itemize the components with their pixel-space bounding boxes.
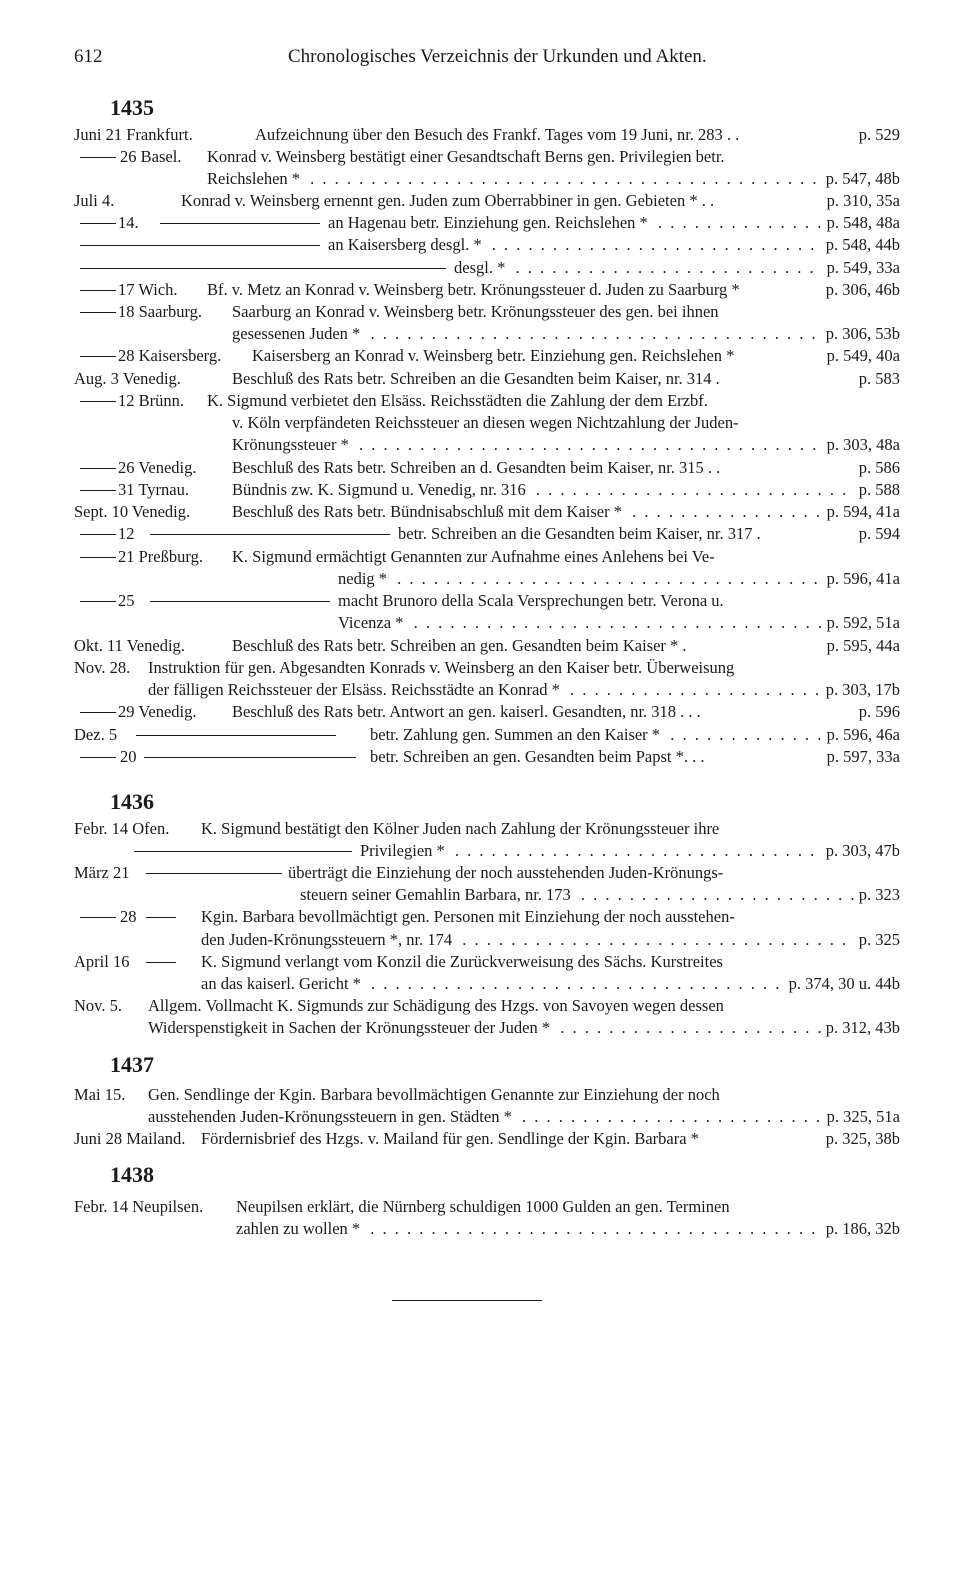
- entry-text: den Juden-Krönungssteuern *, nr. 174: [201, 930, 456, 949]
- entry-text: Vicenza *: [338, 613, 407, 632]
- entry-date: Febr. 14 Neupilsen.: [74, 1197, 204, 1216]
- entry-line: [74, 1017, 900, 1039]
- entry-line: [74, 345, 900, 367]
- entry-text: Bf. v. Metz an Konrad v. Weinsberg betr. Krönungssteuer d. Juden zu Saarburg *: [207, 280, 740, 299]
- entry-page-ref: p. 325, 38b: [822, 1128, 900, 1150]
- entry-page-ref: p. 597, 33a: [823, 746, 900, 768]
- entry-line: [74, 701, 900, 723]
- entry-date: 21 Preßburg.: [118, 547, 203, 566]
- entry-page-ref: p. 548, 44b: [822, 234, 900, 256]
- entry-date: 12: [118, 524, 135, 543]
- entry-text: betr. Schreiben an gen. Gesandten beim Papst *. . .: [370, 747, 705, 766]
- entry-page-ref: p. 592, 51a: [823, 612, 900, 634]
- entry-text: Kaisersberg an Konrad v. Weinsberg betr. Einziehung gen. Reichslehen *: [252, 346, 735, 365]
- entry-date: Nov. 5.: [74, 996, 122, 1015]
- entry-text: an das kaiserl. Gericht *: [201, 974, 365, 993]
- entry-line: [74, 546, 900, 568]
- entry-text: Allgem. Vollmacht K. Sigmunds zur Schädigung des Hzgs. von Savoyen wegen dessen: [148, 996, 724, 1015]
- entry-line: [74, 190, 900, 212]
- entry-date: Aug. 3 Venedig.: [74, 369, 181, 388]
- entry-page-ref: p. 549, 33a: [823, 257, 900, 279]
- entry-page-ref: p. 548, 48a: [823, 212, 900, 234]
- entry-page-ref: p. 583: [855, 368, 900, 390]
- entry-text: desgl. *: [454, 258, 509, 277]
- ditto-dash: [80, 290, 116, 291]
- ditto-dash: [80, 268, 446, 269]
- entry-date: Juni 21 Frankfurt.: [74, 125, 193, 144]
- entry-line: [74, 1218, 900, 1240]
- entry-line: [74, 323, 900, 345]
- entry-text: Saarburg an Konrad v. Weinsberg betr. Krönungssteuer des gen. bei ihnen: [232, 302, 719, 321]
- ditto-dash: [160, 223, 320, 224]
- entry-page-ref: p. 303, 48a: [823, 434, 900, 456]
- entry-text: Fördernisbrief des Hzgs. v. Mailand für gen. Sendlinge der Kgin. Barbara *: [201, 1129, 699, 1148]
- entry-text: Konrad v. Weinsberg ernennt gen. Juden zum Oberrabbiner in gen. Gebieten * . .: [181, 191, 715, 210]
- entry-date: Nov. 28.: [74, 658, 131, 677]
- entry-line: [74, 657, 900, 679]
- ditto-dash: [80, 356, 116, 357]
- ditto-dash: [146, 962, 176, 963]
- entry-text: Kgin. Barbara bevollmächtigt gen. Personen mit Einziehung der noch ausstehen-: [201, 907, 735, 926]
- ditto-dash: [80, 245, 320, 246]
- entry-text: an Hagenau betr. Einziehung gen. Reichslehen *: [328, 213, 652, 232]
- year-heading-1438: 1438: [110, 1162, 154, 1187]
- entry-line: [74, 612, 900, 634]
- ditto-dash: [150, 534, 390, 535]
- entry-text: Widerspenstigkeit in Sachen der Krönungssteuer der Juden *: [148, 1018, 554, 1037]
- entry-text: Aufzeichnung über den Besuch des Frankf. Tages vom 19 Juni, nr. 283 . .: [255, 125, 740, 144]
- entry-page-ref: p. 374, 30 u. 44b: [785, 973, 900, 995]
- entry-date: 12 Brünn.: [118, 391, 184, 410]
- entry-text: zahlen zu wollen *: [236, 1219, 364, 1238]
- entry-line: [74, 1106, 900, 1128]
- entry-text: Beschluß des Rats betr. Schreiben an d. Gesandten beim Kaiser, nr. 315 . .: [232, 458, 721, 477]
- entry-text: ausstehenden Juden-Krönungssteuern in gen. Städten *: [148, 1107, 516, 1126]
- entry-date: März 21: [74, 863, 130, 882]
- entry-line: [74, 590, 900, 612]
- entry-line: [74, 679, 900, 701]
- entry-page-ref: p. 303, 47b: [822, 840, 900, 862]
- entry-page-ref: p. 586: [855, 457, 900, 479]
- ditto-dash: [80, 712, 116, 713]
- entry-text: Beschluß des Rats betr. Bündnisabschluß mit dem Kaiser *: [232, 502, 626, 521]
- ditto-dash: [80, 490, 116, 491]
- entry-page-ref: p. 306, 46b: [822, 279, 900, 301]
- entry-text: macht Brunoro della Scala Versprechungen betr. Verona u.: [338, 591, 724, 610]
- entry-date: 28: [120, 907, 137, 926]
- entry-page-ref: p. 529: [855, 124, 900, 146]
- entry-line: [74, 257, 900, 279]
- entry-line: [74, 523, 900, 545]
- entry-page-ref: p. 596: [855, 701, 900, 723]
- entry-line: [74, 234, 900, 256]
- entry-date: 20: [120, 747, 137, 766]
- entry-line: [74, 434, 900, 456]
- entry-line: [74, 1084, 900, 1106]
- entry-line: [74, 457, 900, 479]
- entry-text: v. Köln verpfändeten Reichssteuer an diesen wegen Nichtzahlung der Juden-: [232, 413, 739, 432]
- entry-text: überträgt die Einziehung der noch ausstehenden Juden-Krönungs-: [288, 863, 724, 882]
- entry-line: [74, 1128, 900, 1150]
- entry-date: 31 Tyrnau.: [118, 480, 189, 499]
- entry-date: 28 Kaisersberg.: [118, 346, 222, 365]
- entry-date: 14.: [118, 213, 139, 232]
- entry-page-ref: p. 547, 48b: [822, 168, 900, 190]
- entry-line: [74, 212, 900, 234]
- entry-line: [74, 884, 900, 906]
- entry-line: [74, 368, 900, 390]
- ditto-dash: [144, 757, 356, 758]
- entry-text: Beschluß des Rats betr. Schreiben an gen. Gesandten beim Kaiser * .: [232, 636, 687, 655]
- entry-line: [74, 951, 900, 973]
- entry-line: [74, 862, 900, 884]
- year-heading-1437: 1437: [110, 1052, 154, 1077]
- page-number: 612: [74, 46, 103, 67]
- entry-line: [74, 818, 900, 840]
- entry-line: [74, 412, 900, 434]
- ditto-dash: [80, 312, 116, 313]
- entry-text: betr. Schreiben an die Gesandten beim Kaiser, nr. 317 .: [398, 524, 761, 543]
- entry-text: gesessenen Juden *: [232, 324, 364, 343]
- entry-text: Krönungssteuer *: [232, 435, 353, 454]
- entry-date: 29 Venedig.: [118, 702, 197, 721]
- entry-line: [74, 168, 900, 190]
- entry-date: Juli 4.: [74, 191, 115, 210]
- entry-line: [74, 746, 900, 768]
- closing-rule: [392, 1300, 542, 1301]
- entry-line: [74, 501, 900, 523]
- ditto-dash: [80, 917, 116, 918]
- entry-page-ref: p. 549, 40a: [823, 345, 900, 367]
- entry-text: Neupilsen erklärt, die Nürnberg schuldigen 1000 Gulden an gen. Terminen: [236, 1197, 730, 1216]
- entry-date: Dez. 5: [74, 725, 118, 744]
- entry-line: [74, 906, 900, 928]
- ditto-dash: [80, 157, 116, 158]
- entry-date: 26 Venedig.: [118, 458, 197, 477]
- entry-date: Mai 15.: [74, 1085, 126, 1104]
- entry-text: Bündnis zw. K. Sigmund u. Venedig, nr. 316: [232, 480, 530, 499]
- entry-text: Reichslehen *: [207, 169, 304, 188]
- entry-text: K. Sigmund verlangt vom Konzil die Zurückverweisung des Sächs. Kurstreites: [201, 952, 723, 971]
- entry-page-ref: p. 303, 17b: [822, 679, 900, 701]
- page-title: Chronologisches Verzeichnis der Urkunden und Akten.: [288, 46, 707, 67]
- entry-page-ref: p. 588: [855, 479, 900, 501]
- entry-text: K. Sigmund bestätigt den Kölner Juden nach Zahlung der Krönungssteuer ihre: [201, 819, 720, 838]
- entry-page-ref: p. 306, 53b: [822, 323, 900, 345]
- entry-line: [74, 995, 900, 1017]
- entry-text: der fälligen Reichssteuer der Elsäss. Reichsstädte an Konrad *: [148, 680, 564, 699]
- entry-line: [74, 479, 900, 501]
- ditto-dash: [146, 917, 176, 918]
- entry-text: Privilegien *: [360, 841, 449, 860]
- entry-date: Juni 28 Mailand.: [74, 1129, 186, 1148]
- entry-text: Beschluß des Rats betr. Antwort an gen. kaiserl. Gesandten, nr. 318 . . .: [232, 702, 701, 721]
- entry-date: 25: [118, 591, 135, 610]
- entry-text: an Kaisersberg desgl. *: [328, 235, 486, 254]
- entry-page-ref: p. 595, 44a: [823, 635, 900, 657]
- entry-text: K. Sigmund verbietet den Elsäss. Reichsstädten die Zahlung der dem Erzbf.: [207, 391, 708, 410]
- entry-date: Febr. 14 Ofen.: [74, 819, 170, 838]
- ditto-dash: [150, 601, 330, 602]
- ditto-dash: [80, 757, 116, 758]
- entry-text: Instruktion für gen. Abgesandten Konrads v. Weinsberg an den Kaiser betr. Überweisung: [148, 658, 735, 677]
- entry-date: Sept. 10 Venedig.: [74, 502, 191, 521]
- entry-page-ref: p. 312, 43b: [822, 1017, 900, 1039]
- entry-date: 17 Wich.: [118, 280, 178, 299]
- entry-line: [74, 973, 900, 995]
- entry-line: [74, 635, 900, 657]
- entry-page-ref: p. 596, 46a: [823, 724, 900, 746]
- entry-page-ref: p. 594, 41a: [823, 501, 900, 523]
- entry-page-ref: p. 596, 41a: [823, 568, 900, 590]
- entry-text: steuern seiner Gemahlin Barbara, nr. 173: [300, 885, 575, 904]
- entry-date: Okt. 11 Venedig.: [74, 636, 185, 655]
- entry-text: Beschluß des Rats betr. Schreiben an die Gesandten beim Kaiser, nr. 314 .: [232, 369, 720, 388]
- entry-line: [74, 279, 900, 301]
- ditto-dash: [136, 735, 336, 736]
- entry-date: April 16: [74, 952, 130, 971]
- entry-line: [74, 929, 900, 951]
- entry-line: [74, 390, 900, 412]
- ditto-dash: [80, 468, 116, 469]
- ditto-dash: [80, 534, 116, 535]
- entry-page-ref: p. 310, 35a: [823, 190, 900, 212]
- entry-date: 26 Basel.: [120, 147, 182, 166]
- entry-line: [74, 1196, 900, 1218]
- entry-page-ref: p. 323: [855, 884, 900, 906]
- entry-page-ref: p. 325: [855, 929, 900, 951]
- entry-line: [74, 724, 900, 746]
- ditto-dash: [80, 401, 116, 402]
- entry-text: nedig *: [338, 569, 391, 588]
- ditto-dash: [146, 873, 282, 874]
- entry-page-ref: p. 594: [855, 523, 900, 545]
- entry-date: 18 Saarburg.: [118, 302, 203, 321]
- entry-line: [74, 301, 900, 323]
- entry-line: [74, 568, 900, 590]
- ditto-dash: [80, 601, 116, 602]
- year-heading-1436: 1436: [110, 789, 154, 814]
- entry-text: K. Sigmund ermächtigt Genannten zur Aufnahme eines Anlehens bei Ve-: [232, 547, 715, 566]
- entry-text: betr. Zahlung gen. Summen an den Kaiser *: [370, 725, 664, 744]
- ditto-dash: [80, 557, 116, 558]
- year-heading-1435: 1435: [110, 95, 154, 120]
- entry-text: Gen. Sendlinge der Kgin. Barbara bevollmächtigen Genannte zur Einziehung der noch: [148, 1085, 720, 1104]
- entry-page-ref: p. 186, 32b: [822, 1218, 900, 1240]
- ditto-dash: [134, 851, 352, 852]
- entry-page-ref: p. 325, 51a: [823, 1106, 900, 1128]
- entry-line: [74, 124, 900, 146]
- ditto-dash: [80, 223, 116, 224]
- entry-line: [74, 840, 900, 862]
- entry-text: Konrad v. Weinsberg bestätigt einer Gesandtschaft Berns gen. Privilegien betr.: [207, 147, 725, 166]
- entry-line: [74, 146, 900, 168]
